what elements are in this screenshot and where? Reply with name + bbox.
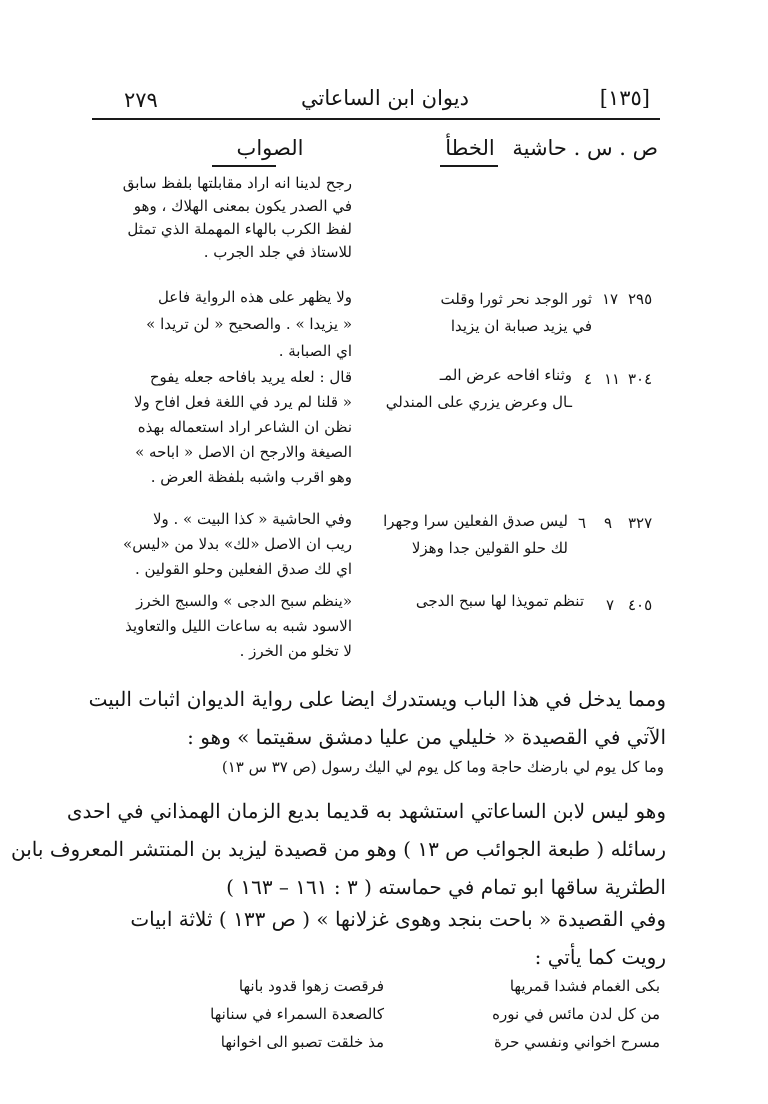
page-ref: ٤٠٥: [628, 596, 653, 614]
correct-line: «ينظم سبح الدجى » والسبج الخرز: [136, 592, 352, 610]
verse-first-hemistichs: [390, 972, 660, 1056]
error-line: ليس صدق الفعلين سرا وجهرا: [383, 512, 568, 530]
verse-hemistich: بكى الغمام فشدا قمريها: [509, 977, 660, 995]
correct-line: للاستاذ في جلد الجرب .: [203, 243, 352, 261]
error-line: ـال وعرض يزري على المندلي: [385, 393, 572, 411]
correct-line: الصيغة والارجح ان الاصل « اباحه »: [135, 443, 352, 461]
correct-line: « يزيدا » . والصحيح « لن تريدا »: [146, 315, 352, 333]
verse-hemistich: من كل لدن مائس في نوره: [492, 1005, 660, 1023]
correct-line: اي لك صدق الفعلين وحلو القولين .: [134, 560, 352, 578]
correct-text: [100, 510, 352, 579]
correct-line: ريب ان الاصل «لك» بدلا من «ليس»: [123, 535, 352, 553]
note-number: ٦: [578, 514, 587, 532]
intro-correct-block: [100, 174, 352, 262]
page-number: ٢٧٩: [124, 88, 158, 112]
correct-line: وفي الحاشية « كذا البيت » . ولا: [152, 510, 352, 528]
paragraph: [98, 900, 666, 976]
page-ref: ٣٠٤: [628, 370, 653, 388]
column-header-correct: الصواب: [236, 136, 304, 160]
correct-text: [100, 368, 352, 487]
error-line: ثور الوجد نحر ثورا وقلت: [440, 290, 592, 308]
error-line: في يزيد صبابة ان يزيدا: [450, 317, 592, 335]
line-number: ٧: [606, 596, 615, 614]
paragraph-line: الطثرية ساقها ابو تمام في حماسته ( ٣ : ١٦١ – ١٦٣ ): [226, 875, 666, 899]
column-header-ref: ص . س . حاشية: [512, 136, 658, 160]
paragraph-line: رويت كما يأتي :: [534, 945, 666, 969]
running-title: ديوان ابن الساعاتي: [301, 86, 469, 110]
paragraph-line: ومما يدخل في هذا الباب ويستدرك ايضا على رواية الديوان اثبات البيت: [88, 687, 666, 711]
correct-line: لفظ الكرب بالهاء المهملة الذي تمثل: [127, 220, 352, 238]
verse-hemistich: فرقصت زهوا قدود بانها: [238, 977, 384, 995]
page-ref: ٣٢٧: [628, 514, 653, 532]
verse-hemistich: كالصعدة السمراء في سنانها: [210, 1005, 384, 1023]
paragraph-line: وفي القصيدة « باحت بنجد وهوى غزلانها » ( ص ١٣٣ ) ثلاثة ابيات: [130, 907, 666, 931]
page-ref: ٢٩٥: [628, 290, 653, 308]
error-line: لك حلو القولين جدا وهزلا: [411, 539, 568, 557]
correct-line: وهو اقرب واشبه بلفظة العرض .: [150, 468, 352, 486]
section-number: [١٣٥]: [599, 86, 650, 110]
line-number: ١١: [604, 370, 621, 388]
correct-text: [100, 288, 352, 361]
error-line: وثناء افاحه عرض المـ: [439, 366, 572, 384]
paragraph-line: رسائله ( طبعة الجوائب ص ١٣ ) وهو من قصيدة ليزيد بن المنتشر المعروف بابن: [11, 837, 666, 861]
line-number: ١٧: [602, 290, 619, 308]
correct-line: « قلنا لم يرد في اللغة فعل افاح ولا: [133, 393, 352, 411]
paragraph: [11, 792, 666, 906]
correct-line: قال : لعله يريد بافاحه جعله يفوح: [149, 368, 352, 386]
correct-line: رجح لدينا انه اراد مقابلتها بلفظ سابق: [122, 174, 352, 192]
correct-line: ولا يظهر على هذه الرواية فاعل: [157, 288, 352, 306]
verse-hemistich: مسرح اخواني ونفسي حرة: [493, 1033, 660, 1051]
correct-line: لا تخلو من الخرز .: [239, 642, 352, 660]
error-text: [372, 592, 584, 611]
paragraph-line: الآتي في القصيدة « خليلي من عليا دمشق سقيتما » وهو :: [187, 725, 666, 749]
verse-second-hemistichs: [124, 972, 384, 1056]
column-underline-error: [440, 165, 498, 167]
column-underline-correct: [212, 165, 276, 167]
header-rule: [92, 118, 660, 120]
error-text: [356, 512, 568, 558]
error-line: تنظم تمويذا لها سبح الدجى: [415, 592, 584, 610]
column-header-error: الخطأ: [445, 136, 495, 160]
error-text: [372, 290, 592, 336]
correct-line: نظن ان الشاعر اراد استعماله بهذه: [137, 418, 352, 436]
correct-line: الاسود شبه به ساعات الليل والتعاويذ: [125, 617, 352, 635]
error-text: [360, 366, 572, 412]
verse-hemistich: مذ خلقت تصبو الى اخوانها: [220, 1033, 384, 1051]
correct-text: [100, 592, 352, 661]
paragraph: [88, 680, 666, 756]
correct-line: اي الصبابة .: [278, 342, 352, 360]
paragraph-line: وهو ليس لابن الساعاتي استشهد به قديما بديع الزمان الهمذاني في احدى: [66, 799, 666, 823]
line-number: ٩: [604, 514, 613, 532]
correct-line: في الصدر يكون بمعنى الهلاك ، وهو: [133, 197, 352, 215]
quoted-verse: وما كل يوم لي بارضك حاجة وما كل يوم لي اليك رسول (ص ٣٧ س ١٣): [221, 758, 664, 776]
note-number: ٤: [584, 370, 593, 388]
